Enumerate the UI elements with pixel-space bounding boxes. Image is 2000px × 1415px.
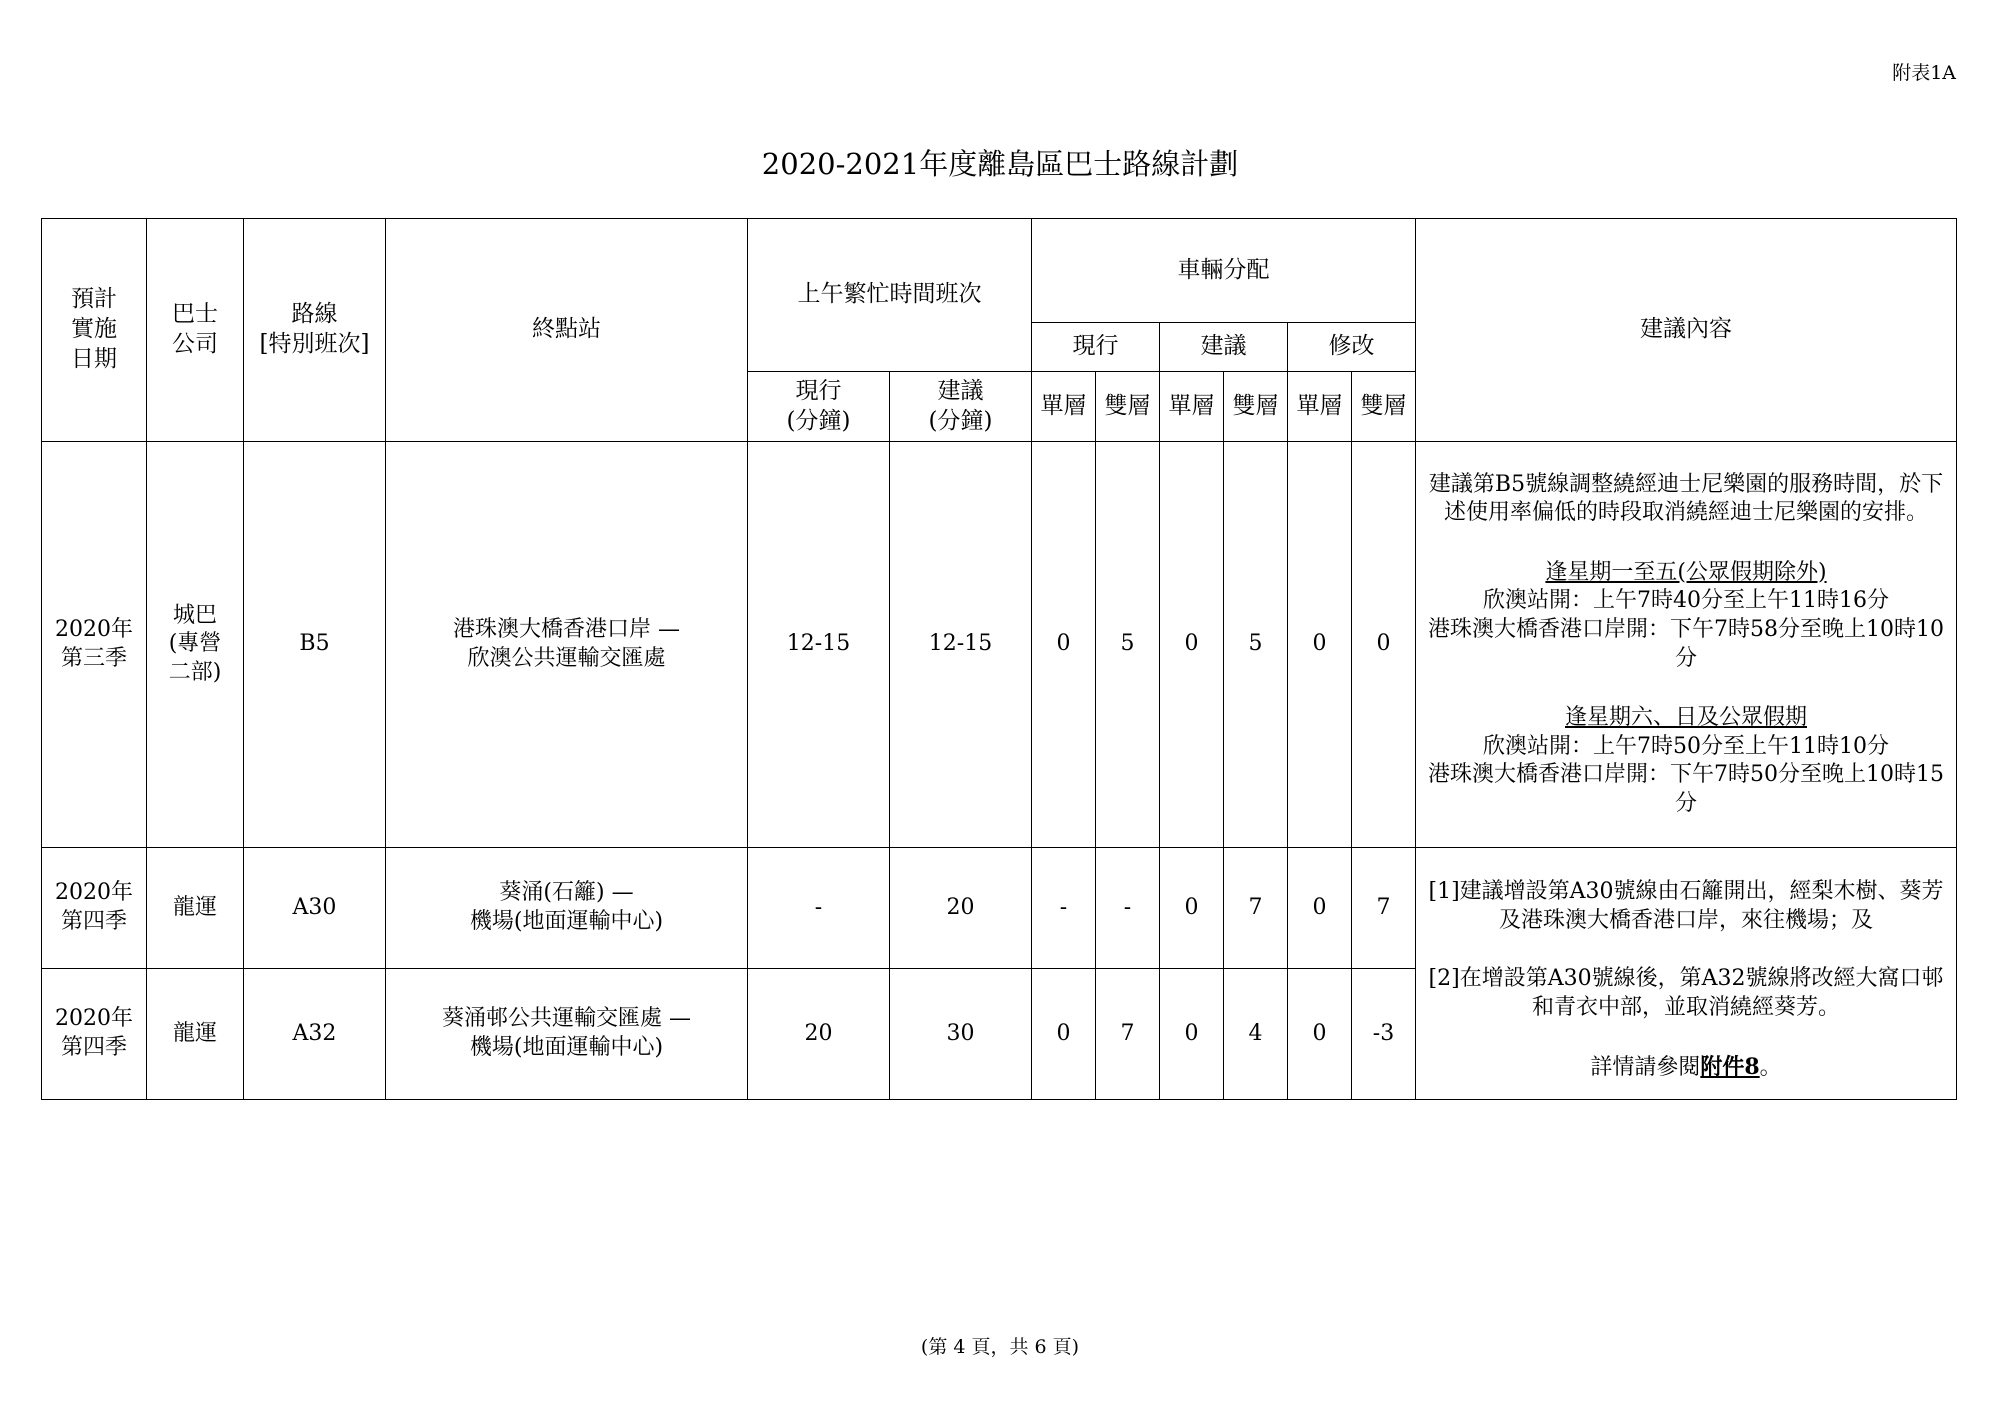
cell-terminals: 葵涌(石籬) — 機場(地面運輸中心) [386, 848, 748, 969]
cell-operator: 城巴 (專營 二部) [147, 442, 244, 848]
header-freq-proposed: 建議 (分鐘) [890, 372, 1032, 442]
remarks-details: 詳情請參閱附件8。 [1590, 1054, 1782, 1081]
cell-alloc: 0 [1160, 969, 1224, 1100]
cell-date: 2020年 第四季 [42, 969, 147, 1100]
cell-operator: 龍運 [147, 848, 244, 969]
header-double-deck: 雙層 [1352, 372, 1416, 442]
cell-alloc: 4 [1224, 969, 1288, 1100]
remarks-weekend-heading: 逢星期六、日及公眾假期 [1565, 705, 1808, 731]
bus-route-plan-table [41, 218, 1957, 1100]
page-title: 2020-2021年度離島區巴士路線計劃 [761, 147, 1239, 181]
annex-8-link[interactable]: 附件8 [1700, 1054, 1760, 1081]
remarks-weekend-line: 港珠澳大橋香港口岸開：下午7時50分至晚上10時15分 [1428, 762, 1944, 816]
annex-label: 附表1A [1892, 62, 1956, 84]
table-row [42, 442, 1957, 848]
cell-freq-proposed: 12-15 [890, 442, 1032, 848]
cell-date: 2020年 第三季 [42, 442, 147, 848]
cell-remarks-a30-a32 [1416, 848, 1957, 1100]
header-double-deck: 雙層 [1224, 372, 1288, 442]
cell-alloc: 7 [1352, 848, 1416, 969]
header-single-deck: 單層 [1032, 372, 1096, 442]
cell-operator: 龍運 [147, 969, 244, 1100]
cell-route: A30 [244, 848, 386, 969]
header-double-deck: 雙層 [1096, 372, 1160, 442]
cell-alloc: 0 [1160, 442, 1224, 848]
cell-remarks-b5 [1416, 442, 1957, 848]
header-single-deck: 單層 [1288, 372, 1352, 442]
table-row [42, 848, 1957, 969]
cell-alloc: -3 [1352, 969, 1416, 1100]
header-alloc-change: 修改 [1288, 323, 1416, 372]
header-remarks: 建議內容 [1416, 219, 1957, 442]
cell-alloc: - [1032, 848, 1096, 969]
cell-terminals: 港珠澳大橋香港口岸 — 欣澳公共運輸交匯處 [386, 442, 748, 848]
remarks-weekday-line: 港珠澳大橋香港口岸開：下午7時58分至晚上10時10分 [1428, 616, 1944, 671]
cell-alloc: 0 [1288, 442, 1352, 848]
cell-freq-current: 12-15 [748, 442, 890, 848]
header-alloc-proposed: 建議 [1160, 323, 1288, 372]
cell-alloc: 5 [1224, 442, 1288, 848]
header-alloc-current: 現行 [1032, 323, 1160, 372]
cell-terminals: 葵涌邨公共運輸交匯處 — 機場(地面運輸中心) [386, 969, 748, 1100]
header-route: 路線 [特別班次] [244, 219, 386, 442]
cell-alloc: 0 [1032, 969, 1096, 1100]
cell-alloc: 7 [1224, 848, 1288, 969]
header-single-deck: 單層 [1160, 372, 1224, 442]
header-date: 預計 實施 日期 [42, 219, 147, 442]
page-footer: (第 4 頁，共 6 頁) [920, 1336, 1080, 1358]
header-operator: 巴士 公司 [147, 219, 244, 442]
cell-freq-proposed: 30 [890, 969, 1032, 1100]
header-frequency: 上午繁忙時間班次 [748, 219, 1032, 372]
cell-alloc: 0 [1160, 848, 1224, 969]
remarks-weekend-line: 欣澳站開：上午7時50分至上午11時10分 [1483, 733, 1889, 759]
cell-alloc: 0 [1352, 442, 1416, 848]
remarks-intro: 建議第B5號線調整繞經迪士尼樂園的服務時間，於下述使用率偏低的時段取消繞經迪士尼樂園的安排。 [1428, 471, 1944, 526]
remarks-weekday-line: 欣澳站開：上午7時40分至上午11時16分 [1483, 588, 1889, 614]
remarks-weekday-heading: 逢星期一至五(公眾假期除外) [1545, 559, 1827, 585]
remarks-item: [1]建議增設第A30號線由石籬開出，經梨木樹、葵芳及港珠澳大橋香港口岸，來往機場；及 [1428, 879, 1944, 933]
cell-alloc: - [1096, 848, 1160, 969]
cell-freq-current: - [748, 848, 890, 969]
cell-freq-current: 20 [748, 969, 890, 1100]
cell-alloc: 5 [1096, 442, 1160, 848]
cell-alloc: 7 [1096, 969, 1160, 1100]
remarks-item: [2]在增設第A30號線後，第A32號線將改經大窩口邨和青衣中部，並取消繞經葵芳。 [1428, 966, 1944, 1020]
cell-route: B5 [244, 442, 386, 848]
header-freq-current: 現行 (分鐘) [748, 372, 890, 442]
cell-alloc: 0 [1288, 848, 1352, 969]
cell-date: 2020年 第四季 [42, 848, 147, 969]
header-terminals: 終點站 [386, 219, 748, 442]
cell-alloc: 0 [1032, 442, 1096, 848]
cell-freq-proposed: 20 [890, 848, 1032, 969]
cell-alloc: 0 [1288, 969, 1352, 1100]
cell-route: A32 [244, 969, 386, 1100]
header-allocation: 車輛分配 [1032, 219, 1416, 323]
